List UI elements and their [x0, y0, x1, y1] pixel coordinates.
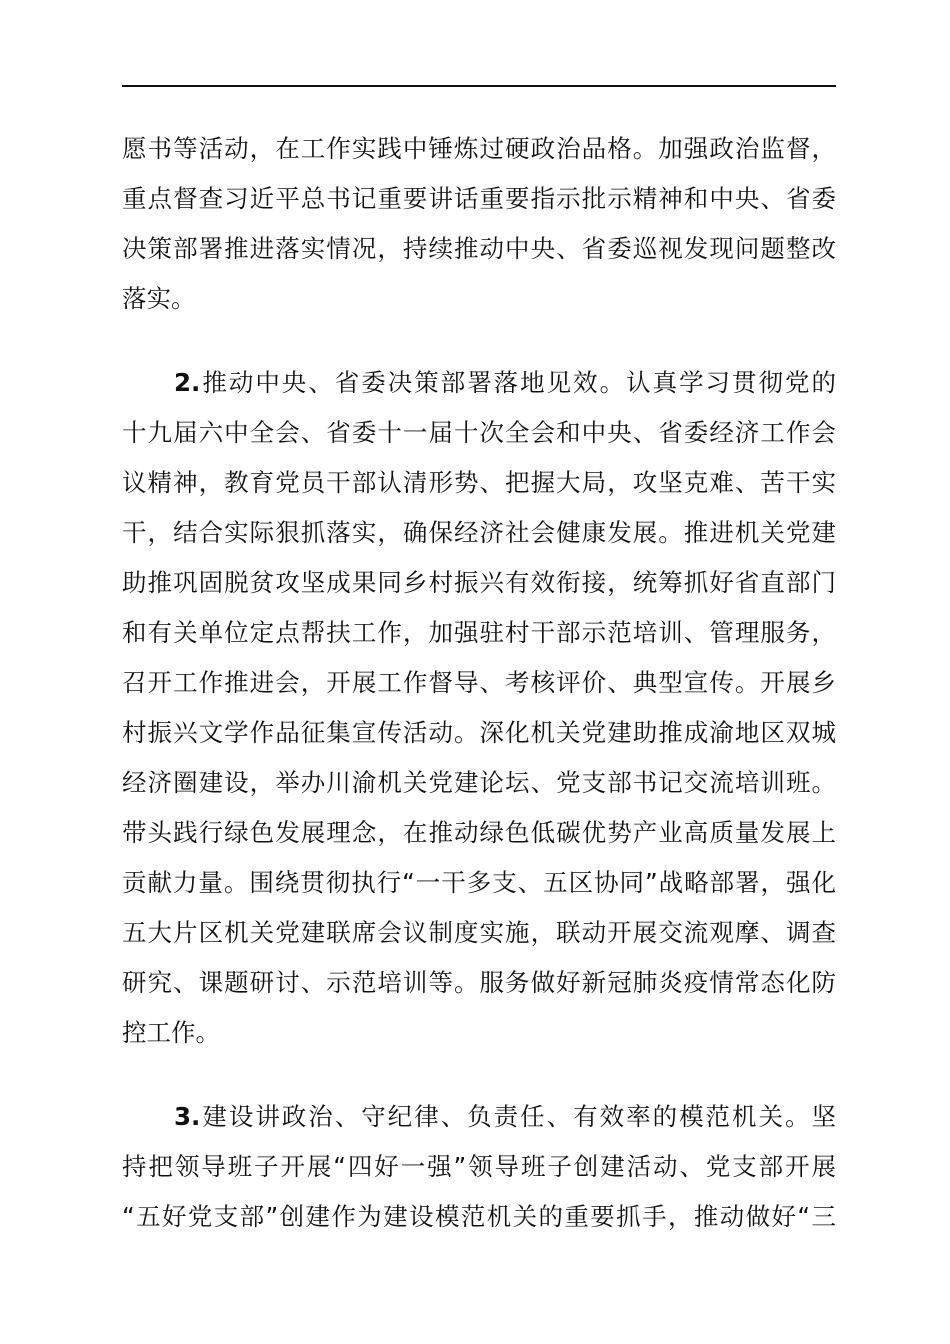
paragraph-gap [122, 324, 836, 358]
text-line: 助推巩固脱贫攻坚成果同乡村振兴有效衔接，统筹抓好省直部门 [122, 568, 836, 597]
text-line: 贡献力量。围绕贯彻执行“一干多支、五区协同”战略部署，强化 [122, 868, 836, 897]
text-line: 议精神，教育党员干部认清形势、把握大局，攻坚克难、苦干实 [122, 468, 836, 497]
paragraph-number: 2. [174, 368, 201, 397]
text-line: 控工作。 [122, 1018, 220, 1047]
paragraph-number: 3. [174, 1102, 201, 1131]
paragraph-1 [122, 124, 836, 324]
paragraph-heading-text: 建设讲政治、守纪律、负责任、有效率的模范机关。坚 [200, 1102, 836, 1131]
text-line: 和有关单位定点帮扶工作，加强驻村干部示范培训、管理服务， [122, 618, 836, 647]
text-line: 村振兴文学作品征集宣传活动。深化机关党建助推成渝地区双城 [122, 718, 836, 747]
text-line: 决策部署推进落实情况，持续推动中央、省委巡视发现问题整改 [122, 234, 836, 263]
paragraph-gap [122, 1058, 836, 1092]
header-rule [122, 85, 836, 87]
text-line: 经济圈建设，举办川渝机关党建论坛、党支部书记交流培训班。 [122, 768, 836, 797]
text-line: 带头践行绿色发展理念，在推动绿色低碳优势产业高质量发展上 [122, 818, 836, 847]
text-line: 愿书等活动，在工作实践中锤炼过硬政治品格。加强政治监督， [122, 134, 836, 163]
text-line: 五大片区机关党建联席会议制度实施，联动开展交流观摩、调查 [122, 918, 836, 947]
text-line: 重点督查习近平总书记重要讲话重要指示批示精神和中央、省委 [122, 184, 836, 213]
text-line: 干，结合实际狠抓落实，确保经济社会健康发展。推进机关党建 [122, 518, 836, 547]
text-line: 召开工作推进会，开展工作督导、考核评价、典型宣传。开展乡 [122, 668, 836, 697]
text-line: 研究、课题研讨、示范培训等。服务做好新冠肺炎疫情常态化防 [122, 968, 836, 997]
text-line: “五好党支部”创建作为建设模范机关的重要抓手，推动做好“三 [122, 1202, 836, 1231]
text-line: 十九届六中全会、省委十一届十次全会和中央、省委经济工作会 [122, 418, 836, 447]
text-line: 落实。 [122, 284, 196, 313]
paragraph-3 [122, 1092, 836, 1242]
text-line: 持把领导班子开展“四好一强”领导班子创建活动、党支部开展 [122, 1152, 836, 1181]
text-line-first [122, 358, 836, 408]
text-line-first [122, 1092, 836, 1142]
paragraph-heading-text: 推动中央、省委决策部署落地见效。认真学习贯彻党的 [200, 368, 836, 397]
paragraph-2 [122, 358, 836, 1058]
body-text [122, 124, 836, 1242]
